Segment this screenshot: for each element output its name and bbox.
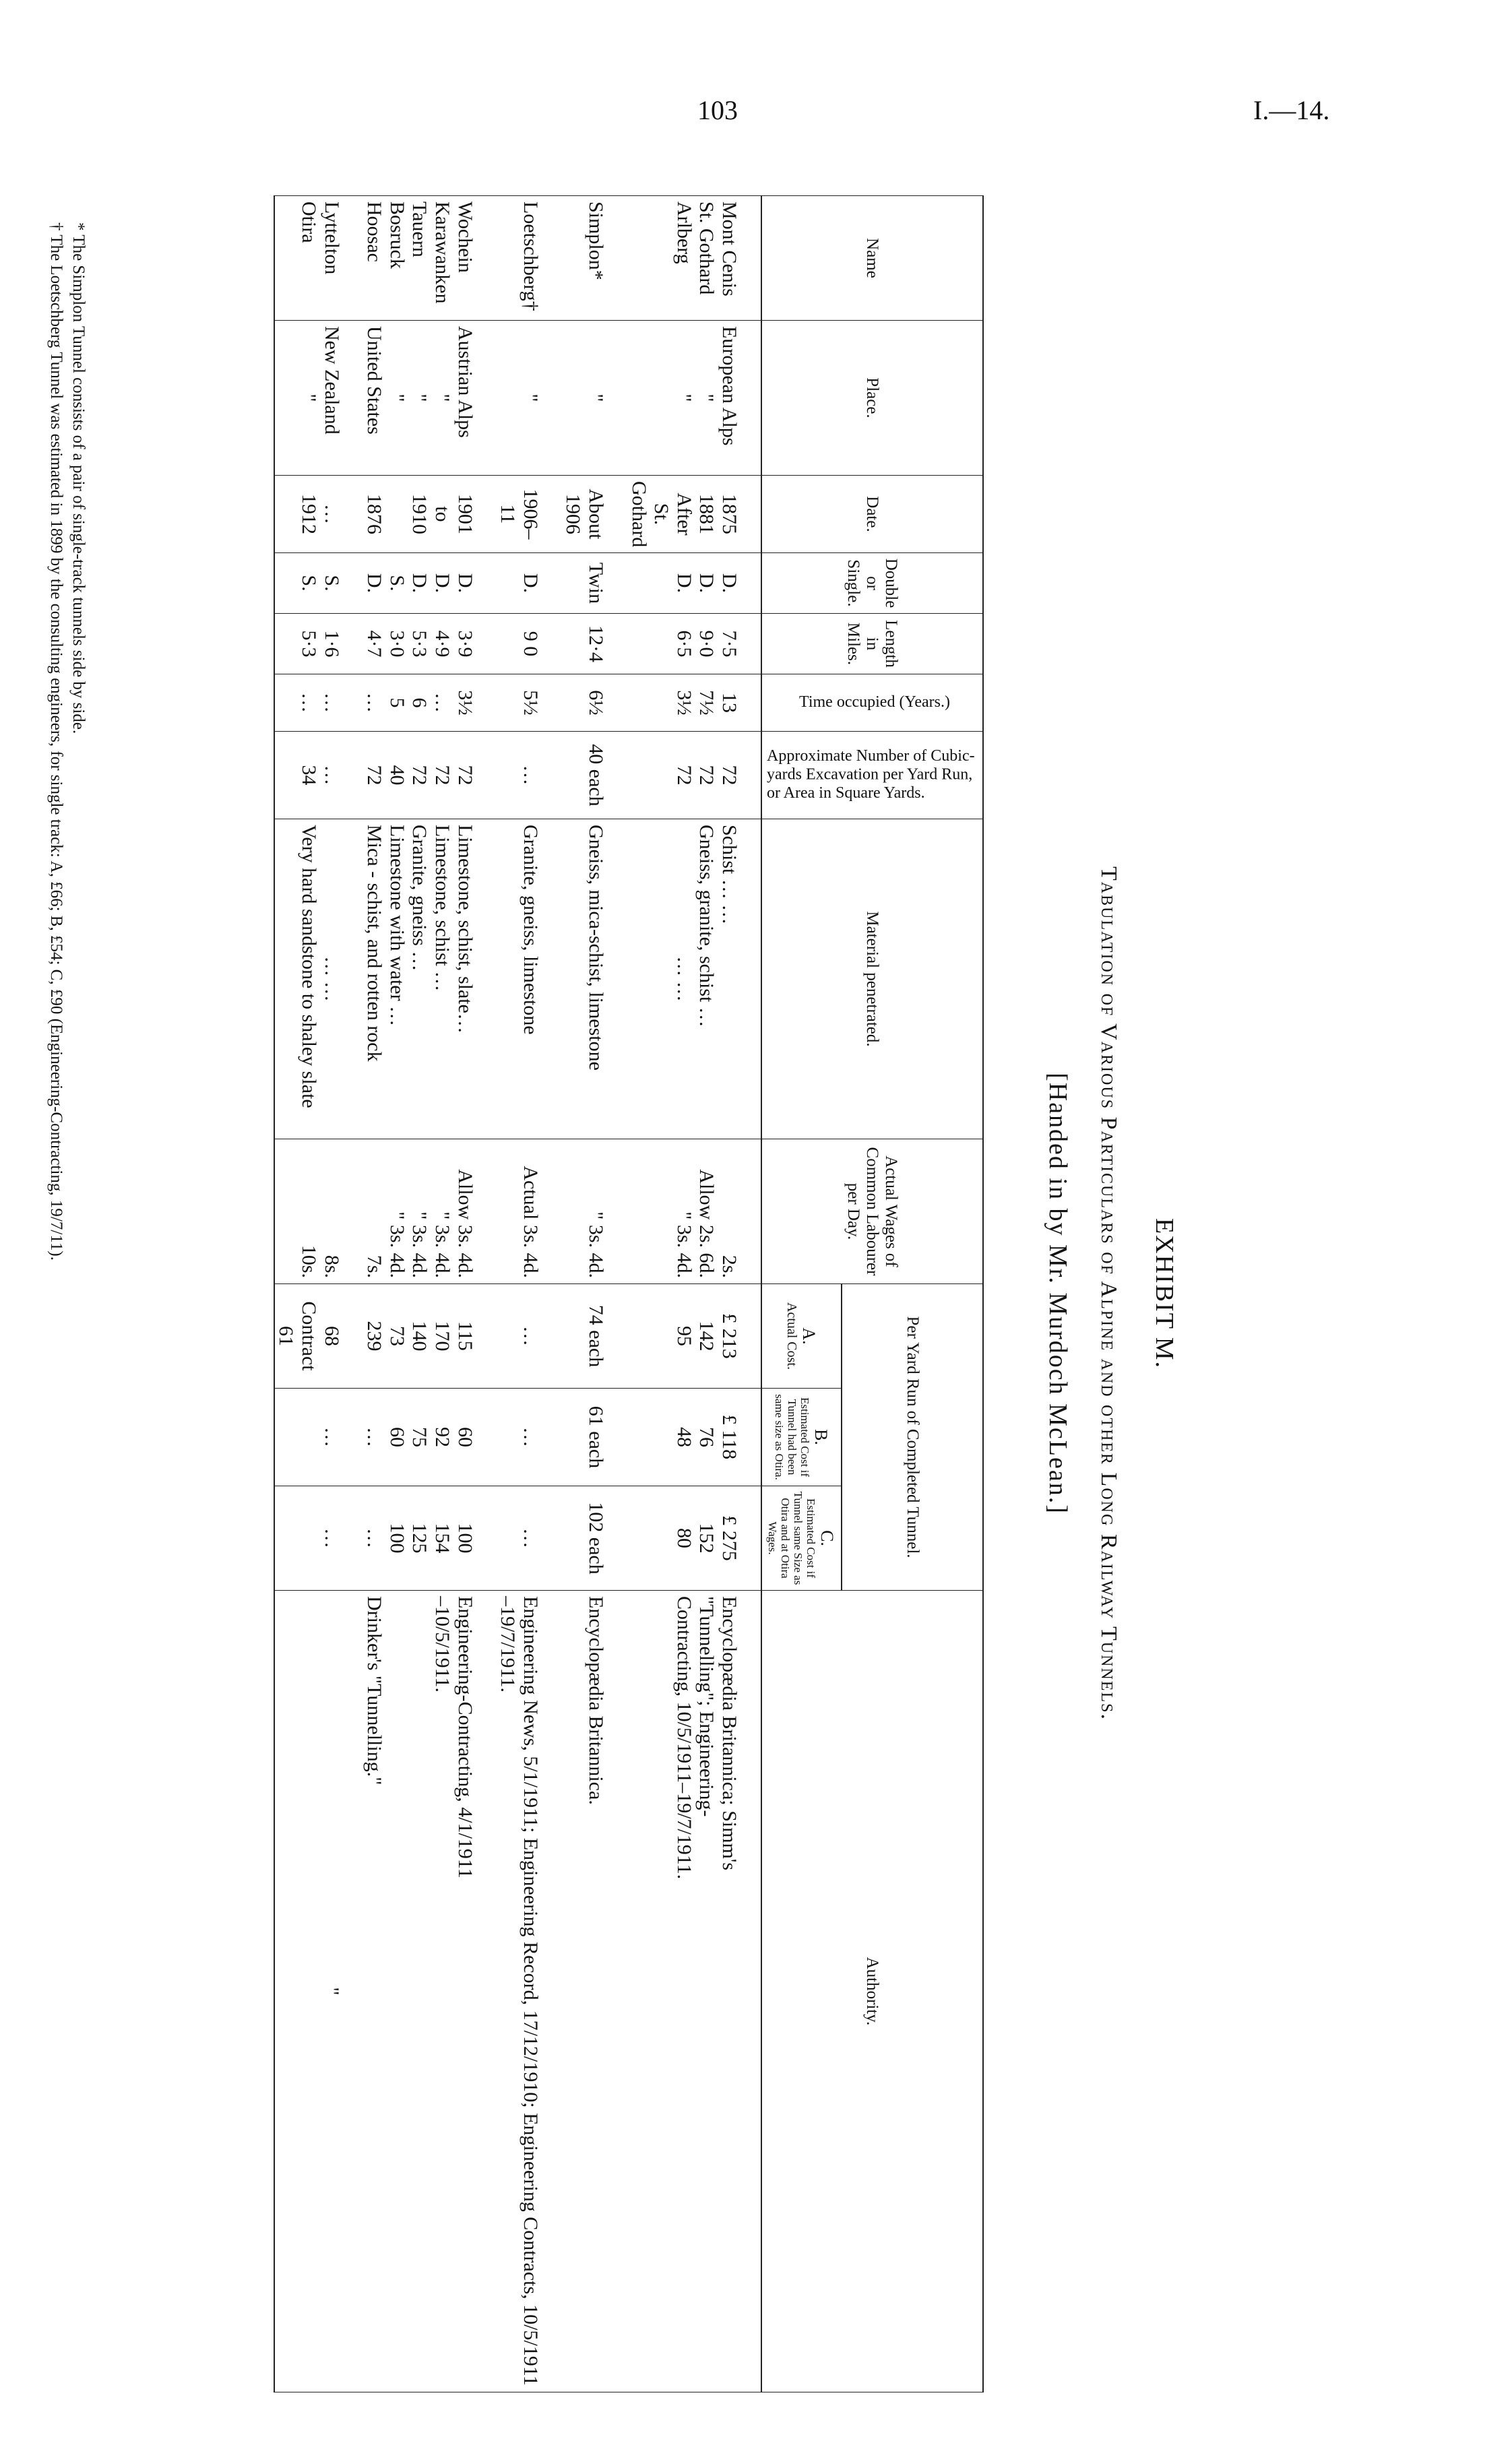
cell-material: Mica - schist, and rotten rock [363,819,386,1139]
cell-place: " [562,321,607,476]
cell-wages: Actual 3s. 4d. [497,1139,542,1284]
header-col-c [761,1486,842,1591]
cell-double-single: S. [274,553,320,614]
cell-length: 12·4 [562,614,607,674]
cell-double-single: Twin [562,553,607,614]
table-gap-row [343,196,363,2392]
exhibit-heading: EXHIBIT M. [1150,1217,1178,1370]
cell-material: Very hard sandstone to shaley slate [274,819,320,1139]
cell-cost-a: 239 [363,1284,386,1389]
cell-date [385,476,408,553]
cell-cost-b: 61 each [562,1389,607,1486]
cell-place: European Alps [718,321,741,476]
cell-authority: Engineering-Contracting, 4/1/1911 [453,1591,476,2392]
cell-time: 3½ [627,674,695,732]
cell-cost-a: … [497,1284,542,1389]
cell-wages: " 3s. 4d. [408,1139,431,1284]
cell-length: 3·9 [453,614,476,674]
cell-name: Karawanken [431,196,453,321]
cell-wages: " 3s. 4d. [562,1139,607,1284]
cell-cost-b: 60 [385,1389,408,1486]
cell-cost-c: 102 each [562,1486,607,1591]
cell-double-single: D. [695,553,718,614]
cell-date: 1910 [408,476,431,553]
header-col-c-letter: C. [817,1530,838,1546]
cell-excavation: 72 [431,732,453,819]
header-col-a-desc: Actual Cost. [784,1302,800,1370]
cell-name: St. Gothard [695,196,718,321]
cell-time: … [320,674,343,732]
cell-time: 6½ [562,674,607,732]
header-time [761,674,983,732]
header-authority: Authority. [761,1591,983,2392]
cell-place: " [408,321,431,476]
table-row [627,196,695,2392]
cell-date: 1906–11 [497,476,542,553]
page-reference: I.—14. [1253,95,1330,125]
cell-cost-b: … [497,1389,542,1486]
cell-wages: 7s. [363,1139,386,1284]
cell-wages: " 3s. 4d. [431,1139,453,1284]
cell-place: " [385,321,408,476]
cell-cost-b [274,1389,320,1486]
cell-authority [408,1591,431,2392]
cell-name: Tauern [408,196,431,321]
header-col-a [761,1284,842,1389]
cell-place: " [274,321,320,476]
header-per-yard-group: Per Yard Run of Completed Tunnel. [842,1284,983,1591]
cell-name: Simplon* [562,196,607,321]
cell-cost-c: 80 [627,1486,695,1591]
page-number: 103 [697,95,738,125]
cell-authority: Encyclopædia Britannica; Simm's [718,1591,741,2392]
cell-authority: Contracting, 10/5/1911–19/7/1911. [627,1591,695,2392]
cell-cost-c: 100 [385,1486,408,1591]
cell-wages: Allow 2s. 6d. [695,1139,718,1284]
cell-time: … [274,674,320,732]
cell-cost-a: Contract 61 [274,1284,320,1389]
cell-wages: 8s. [320,1139,343,1284]
cell-material: Gneiss, mica-schist, limestone [562,819,607,1139]
cell-cost-a: 142 [695,1284,718,1389]
cell-excavation: … [320,732,343,819]
cell-authority [385,1591,408,2392]
cell-excavation: 40 [385,732,408,819]
table-body [274,196,761,2392]
table-row [453,196,476,2392]
cell-time: … [431,674,453,732]
cell-authority: " [320,1591,343,2392]
cell-cost-a: 68 [320,1284,343,1389]
cell-date: … [320,476,343,553]
cell-cost-c: … [497,1486,542,1591]
cell-cost-a: 115 [453,1284,476,1389]
table-row [497,196,542,2392]
cell-cost-b: £ 118 [718,1389,741,1486]
table-row [363,196,386,2392]
cell-cost-c: … [320,1486,343,1591]
cell-place: Austrian Alps [453,321,476,476]
cell-material: Granite, gneiss … [408,819,431,1139]
cell-date: to [431,476,453,553]
cell-name: Hoosac [363,196,386,321]
cell-excavation: 72 [627,732,695,819]
cell-excavation: 40 each [562,732,607,819]
cell-material: Gneiss, granite, schist … [695,819,718,1139]
cell-material: Schist … … [718,819,741,1139]
cell-double-single: S. [385,553,408,614]
cell-name: Mont Cenis [718,196,741,321]
cell-date: 1875 [718,476,741,553]
cell-cost-b: 75 [408,1389,431,1486]
cell-double-single: D. [718,553,741,614]
header-col-b [761,1389,842,1486]
cell-wages: 10s. [274,1139,320,1284]
cell-length: 6·5 [627,614,695,674]
cell-date: About 1906 [562,476,607,553]
cell-authority: Drinker's "Tunnelling." [363,1591,386,2392]
cell-cost-b: 76 [695,1389,718,1486]
cell-cost-a: 140 [408,1284,431,1389]
cell-cost-b: 92 [431,1389,453,1486]
table-gap-row [607,196,627,2392]
cell-cost-b: 48 [627,1389,695,1486]
cell-name: Arlberg [627,196,695,321]
header-time-text: Time occupied (Years.) [799,693,950,711]
header-double-single: Double or Single. [761,553,983,614]
cell-excavation: 72 [453,732,476,819]
footnote-simplon: * The Simplon Tunnel consists of a pair of single-track tunnels side by side. [69,222,88,734]
cell-length: 3·0 [385,614,408,674]
cell-wages: Allow 3s. 4d. [453,1139,476,1284]
table-row [385,196,408,2392]
cell-cost-a: 95 [627,1284,695,1389]
cell-length: 5·3 [274,614,320,674]
cell-double-single: S. [320,553,343,614]
cell-length: 4·9 [431,614,453,674]
cell-double-single: D. [408,553,431,614]
cell-double-single: D. [497,553,542,614]
cell-place: United States [363,321,386,476]
cell-length: 9 0 [497,614,542,674]
cell-time: 13 [718,674,741,732]
cell-cost-c [274,1486,320,1591]
cell-date: 1876 [363,476,386,553]
cell-length: 1·6 [320,614,343,674]
cell-name: Wochein [453,196,476,321]
header-wages: Actual Wages of Common Labourer per Day. [761,1139,983,1284]
table-row [431,196,453,2392]
cell-time: … [363,674,386,732]
header-place: Place. [761,321,983,476]
cell-date: After St. Gothard [627,476,695,553]
cell-place: " [627,321,695,476]
cell-authority: Engineering News, 5/1/1911; Engineering Record, 17/12/1910; Engineering Contracts, 10/5/1911 –19/7/1911. [497,1591,542,2392]
cell-double-single: D. [363,553,386,614]
header-length: Length in Miles. [761,614,983,674]
cell-time: 7½ [695,674,718,732]
table-row [274,196,320,2392]
cell-cost-b: 60 [453,1389,476,1486]
header-col-a-letter: A. [799,1327,819,1345]
cell-name: Bosruck [385,196,408,321]
cell-date: 1912 [274,476,320,553]
cell-name: Lyttelton [320,196,343,321]
cell-excavation: 72 [408,732,431,819]
rotated-sheet [40,195,1186,2392]
cell-name: Loetschberg† [497,196,542,321]
cell-cost-a: 170 [431,1284,453,1389]
cell-cost-c: 100 [453,1486,476,1591]
cell-place: " [497,321,542,476]
header-excavation-text: Approximate Number of Cubic-yards Excavation per Yard Run, or Area in Square Yards. [767,747,975,802]
cell-material: Limestone, schist … [431,819,453,1139]
cell-time: 5½ [497,674,542,732]
cell-cost-c: £ 275 [718,1486,741,1591]
table-gap-row [542,196,562,2392]
cell-time: 3½ [453,674,476,732]
table-row [562,196,607,2392]
table-gap-row [476,196,497,2392]
cell-excavation: 72 [718,732,741,819]
cell-length: 4·7 [363,614,386,674]
cell-name: Otira [274,196,320,321]
cell-place: " [695,321,718,476]
cell-cost-a: 74 each [562,1284,607,1389]
header-excavation [761,732,983,819]
cell-excavation: 34 [274,732,320,819]
cell-cost-a: 73 [385,1284,408,1389]
table-row [320,196,343,2392]
cell-place: New Zealand [320,321,343,476]
tunnel-table [274,195,984,2392]
cell-place: " [431,321,453,476]
cell-material: Limestone, schist, slate… [453,819,476,1139]
cell-wages: " 3s. 4d. [385,1139,408,1284]
header-col-b-letter: B. [811,1429,831,1445]
handed-in-note: [Handed in by Mr. Murdoch McLean.] [1044,1073,1072,1515]
cell-date: 1901 [453,476,476,553]
table-row [718,196,741,2392]
cell-double-single: D. [627,553,695,614]
table-row [695,196,718,2392]
cell-excavation: … [497,732,542,819]
cell-material: Granite, gneiss, limestone [497,819,542,1139]
cell-date: 1881 [695,476,718,553]
cell-material: Limestone with water … [385,819,408,1139]
cell-length: 5·3 [408,614,431,674]
cell-cost-c: 152 [695,1486,718,1591]
cell-time: 6 [408,674,431,732]
cell-authority: "Tunnelling"; Engineering- [695,1591,718,2392]
cell-material: … … [320,819,343,1139]
cell-cost-b: … [320,1389,343,1486]
cell-excavation: 72 [363,732,386,819]
header-col-c-desc: Estimated Cost if Tunnel same Size as Otira and at Otira Wages. [766,1491,818,1585]
cell-length: 9·0 [695,614,718,674]
header-material: Material penetrated. [761,819,983,1139]
table-title: Tabulation of Various Particulars of Alpine and other Long Railway Tunnels. [1096,866,1121,1721]
table-gap-row [741,196,761,2392]
cell-authority: Encyclopædia Britannica. [562,1591,607,2392]
cell-time: 5 [385,674,408,732]
cell-authority: –10/5/1911. [431,1591,453,2392]
footnote-loetschberg: † The Loetschberg Tunnel was estimated in 1899 by the consulting engineers, for single track: A, £66; B, £54; C, £90 (Engineering-Contracting, 19/7/11). [47,222,65,1261]
cell-excavation: 72 [695,732,718,819]
cell-material: … … [627,819,695,1139]
cell-wages: 2s. [718,1139,741,1284]
cell-cost-c: 154 [431,1486,453,1591]
cell-cost-c: 125 [408,1486,431,1591]
header-name: Name [761,196,983,321]
cell-length: 7·5 [718,614,741,674]
cell-double-single: D. [431,553,453,614]
cell-cost-c: … [363,1486,386,1591]
header-date: Date. [761,476,983,553]
cell-double-single: D. [453,553,476,614]
cell-wages: " 3s. 4d. [627,1139,695,1284]
table-row [408,196,431,2392]
cell-cost-b: … [363,1389,386,1486]
header-col-b-desc: Estimated Cost if Tunnel had been same size as Otira. [772,1394,811,1480]
cell-authority [274,1591,320,2392]
cell-cost-a: £ 213 [718,1284,741,1389]
